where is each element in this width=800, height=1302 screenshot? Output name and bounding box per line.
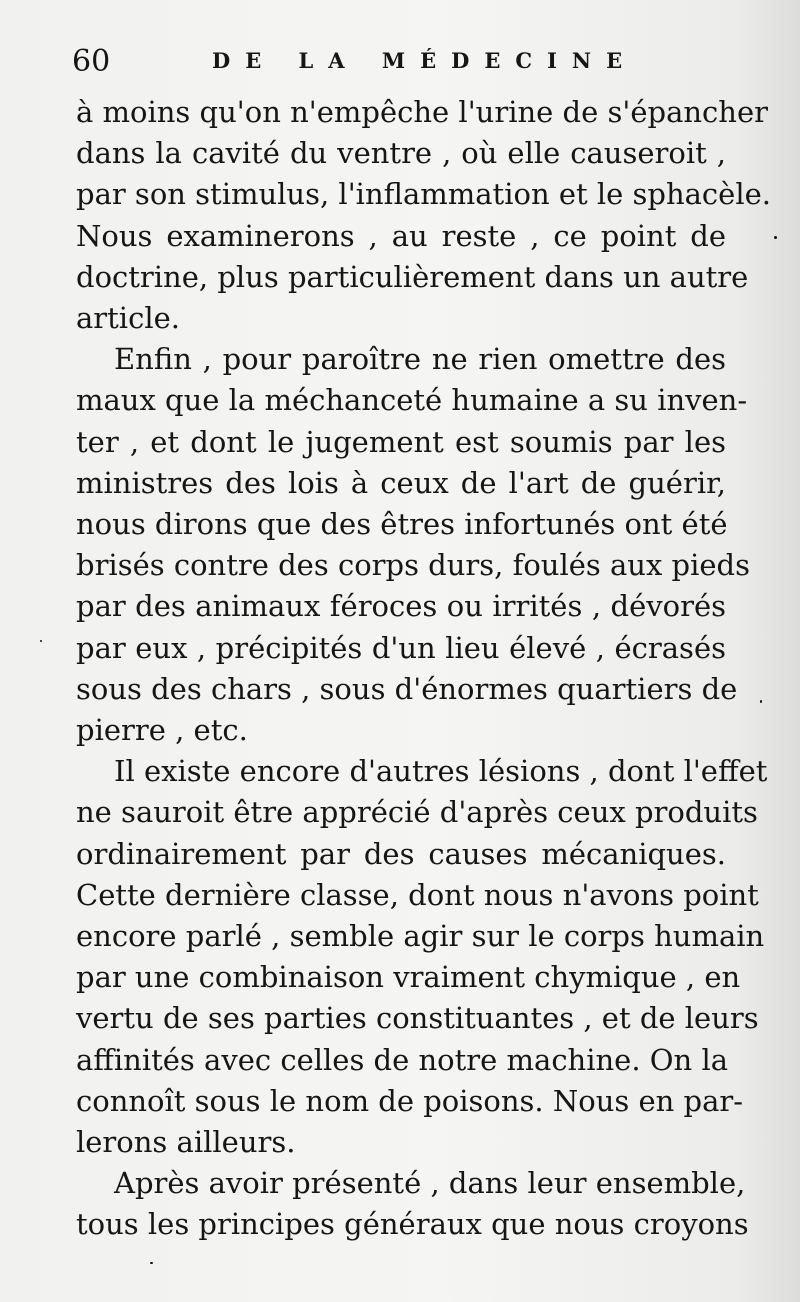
text-line: ter , et dont le jugement est soumis par les [76,424,726,459]
text-line: brisés contre des corps durs, foulés aux pieds [76,548,750,583]
ink-speck [150,1262,153,1264]
text-line: nous dirons que des êtres infortunés ont été [76,507,728,542]
text-line: par son stimulus, l'inflammation et le sphacèle. [76,177,771,212]
text-line: article. [76,301,180,336]
paragraph [76,339,750,751]
text-line: Après avoir présenté , dans leur ensemble, [114,1166,746,1201]
text-line: Nous examinerons , au reste , ce point de [76,218,726,253]
paragraph [76,751,768,1163]
text-line: ne sauroit être apprécié d'après ceux produits [76,795,758,830]
running-title: DE LA MÉDECINE [212,48,638,73]
text-line: doctrine, plus particulièrement dans un autre [76,259,749,294]
text-line: maux que la méchanceté humaine a su inven- [76,383,748,418]
text-line: Cette dernière classe, dont nous n'avons point [76,877,759,912]
text-line: par une combinaison vraiment chymique , en [76,960,741,995]
text-line: affinités avec celles de notre machine. On la [76,1042,729,1077]
text-line: ordinairement par des causes mécaniques. [76,836,726,871]
ink-speck [40,640,42,642]
body-text [76,92,771,1246]
ink-speck [760,700,762,703]
paragraph [76,92,771,339]
text-line: dans la cavité du ventre , où elle causeroit , [76,136,726,171]
text-line: Il existe encore d'autres lésions , dont l'effet [114,754,768,789]
text-line: à moins qu'on n'empêche l'urine de s'épancher [76,95,768,129]
page-header [72,44,732,84]
ink-speck [774,236,777,239]
text-line: vertu de ses parties constituantes , et de leurs [76,1001,759,1036]
page-number: 60 [72,44,111,79]
text-line: connoît sous le nom de poisons. Nous en par- [76,1083,744,1118]
text-line: tous les principes généraux que nous croyons [76,1207,749,1242]
text-line: lerons ailleurs. [76,1125,296,1160]
text-line: pierre , etc. [76,713,248,748]
text-line: sous des chars , sous d'énormes quartiers de [76,671,738,706]
text-line: par eux , précipités d'un lieu élevé , écrasés [76,630,726,665]
text-line: encore parlé , semble agir sur le corps humain [76,919,765,954]
text-line: ministres des lois à ceux de l'art de guérir, [76,465,726,500]
paragraph [76,1163,749,1245]
text-line: par des animaux féroces ou irrités , dévorés [76,589,726,624]
text-line: Enfin , pour paroître ne rien omettre des [114,342,726,377]
